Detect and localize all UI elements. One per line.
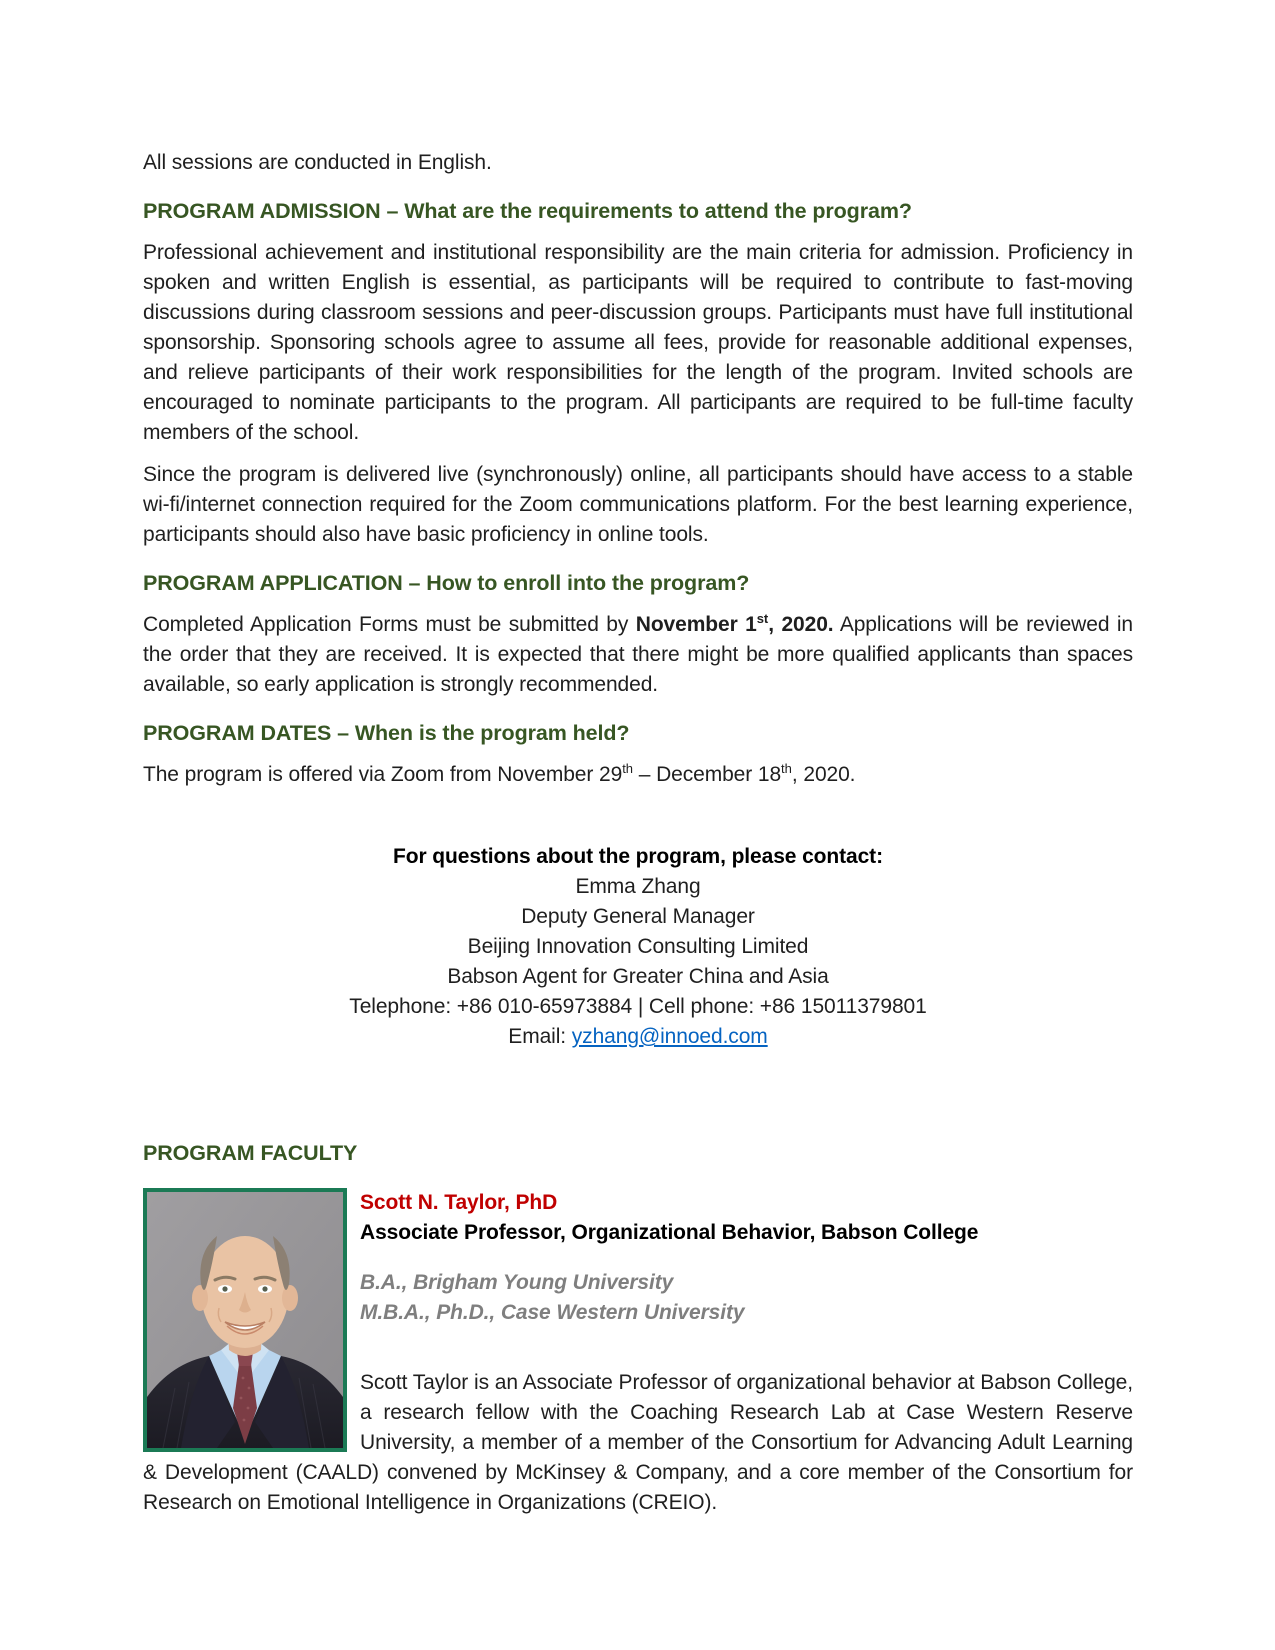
deadline-ordinal-superscript: st <box>756 611 769 626</box>
heading-program-dates: PROGRAM DATES – When is the program held? <box>143 721 630 745</box>
email-link[interactable]: yzhang@innoed.com <box>571 1025 768 1048</box>
admission-paragraph-2: Since the program is delivered live (synchronously) online, all participants should have access to a stable wi-fi/internet connection required for the Zoom communications platform. For the best learning experience, participants should also have basic proficiency in online tools. <box>143 463 1133 546</box>
date-ordinal-superscript-2: th <box>781 761 792 776</box>
heading-program-application: PROGRAM APPLICATION – How to enroll into the program? <box>143 571 750 595</box>
application-deadline: November 1st, 2020. <box>635 611 834 636</box>
heading-program-faculty: PROGRAM FACULTY <box>143 1141 358 1165</box>
email-label: Email: <box>508 1025 572 1048</box>
contact-email-line <box>143 1022 1133 1052</box>
faculty-bio-paragraph: Scott Taylor is an Associate Professor of organizational behavior at Babson College, a research fellow with the Coaching Research Lab at Case Western Reserve University, a member of a member of the Consortium for Advancing Adult Learning & Development (CAALD) convened by McKinsey & Company, and a core member of the Consortium for Research on Emotional Intelligence in Organizations (CREIO). <box>143 1371 1133 1514</box>
faculty-section <box>143 1188 1133 1518</box>
contact-block <box>143 842 1133 1052</box>
application-text-after: Applications will be reviewed in the order that they are received. It is expected that there might be more qualified applicants than spaces available, so early application is strongly recommended. <box>143 613 1134 696</box>
application-paragraph <box>143 610 1133 700</box>
contact-name: Emma Zhang <box>575 875 701 898</box>
date-ordinal-superscript-1: th <box>622 761 634 776</box>
contact-heading: For questions about the program, please contact: <box>393 845 883 868</box>
faculty-photo <box>143 1188 347 1452</box>
contact-phone-line: Telephone: +86 010-65973884 | Cell phone: +86 15011379801 <box>349 995 927 1018</box>
contact-agency: Babson Agent for Greater China and Asia <box>447 965 829 988</box>
application-text-before: Completed Application Forms must be submitted by <box>143 613 636 636</box>
contact-company: Beijing Innovation Consulting Limited <box>467 935 809 958</box>
intro-line: All sessions are conducted in English. <box>143 151 492 174</box>
portrait-illustration <box>147 1192 343 1448</box>
contact-role: Deputy General Manager <box>521 905 755 928</box>
faculty-credential-line: M.B.A., Ph.D., Case Western University <box>360 1301 745 1324</box>
faculty-name: Scott N. Taylor, PhD <box>360 1191 558 1214</box>
dates-line: The program is offered via Zoom from November 29th – December 18th, 2020. <box>143 761 856 786</box>
admission-paragraph-1: Professional achievement and institutional responsibility are the main criteria for admission. Proficiency in spoken and written English is essential, as participants will be required to contribute to fast-moving discussions during classroom sessions and peer-discussion groups. Participants must have full institutional sponsorship. Sponsoring schools agree to assume all fees, provide for reasonable additional expenses, and relieve participants of their work responsibilities for the length of the program. Invited schools are encouraged to nominate participants to the program. All participants are required to be full-time faculty members of the school. <box>143 241 1133 444</box>
heading-program-admission: PROGRAM ADMISSION – What are the requirements to attend the program? <box>143 199 912 223</box>
faculty-credential-line: B.A., Brigham Young University <box>360 1271 674 1294</box>
faculty-title: Associate Professor, Organizational Behavior, Babson College <box>360 1221 979 1244</box>
